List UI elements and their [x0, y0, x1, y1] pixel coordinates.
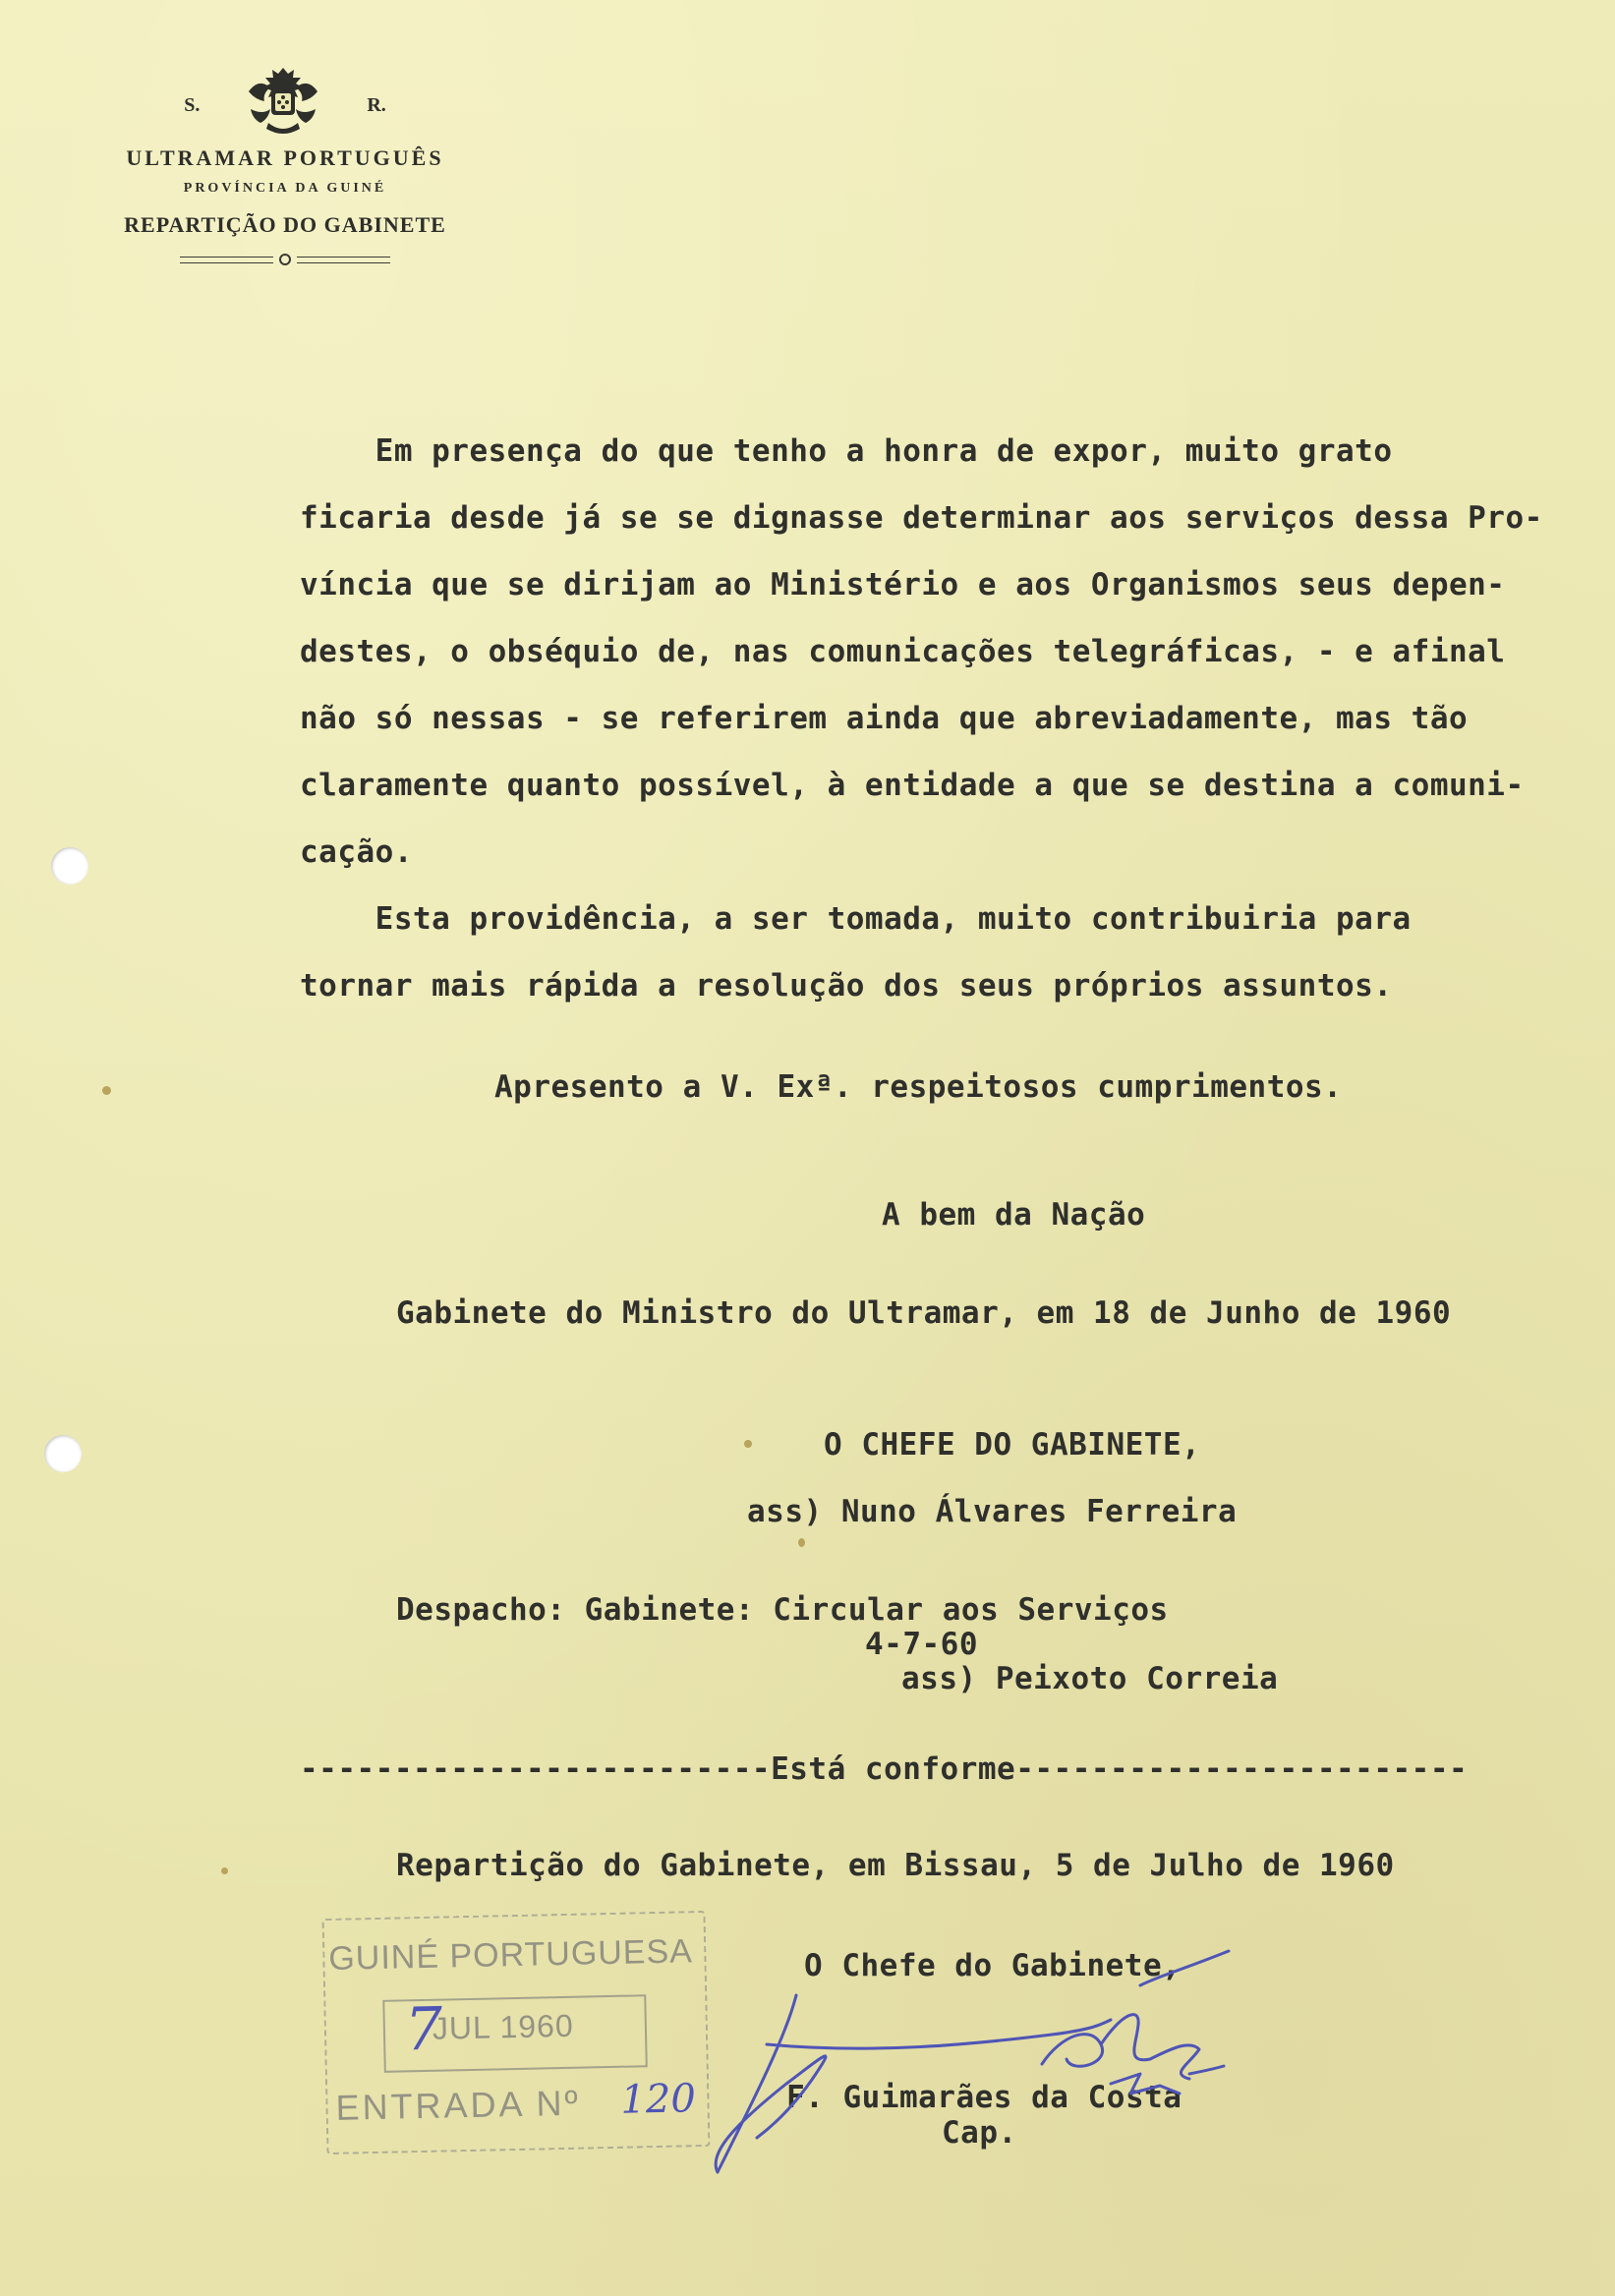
place-date: Gabinete do Ministro do Ultramar, em 18 de Junho de 1960 [396, 1295, 1452, 1331]
reception-stamp [322, 1911, 711, 2154]
reparticao-date: Repartição do Gabinete, em Bissau, 5 de Julho de 1960 [396, 1848, 1395, 1883]
punch-hole-upper [51, 847, 88, 885]
chief-signed: ass) Nuno Álvares Ferreira [747, 1494, 1238, 1529]
body-paragraph1-line3: víncia que se dirijam ao Ministério e aos Organismos seus depen- [300, 567, 1506, 603]
closing-rank: Cap. [942, 2115, 1017, 2151]
letterhead [93, 61, 477, 267]
letterhead-top [93, 61, 477, 140]
body-paragraph1-line1: Em presença do que tenho a honra de expor, muito grato [300, 433, 1393, 469]
handwritten-signature [678, 1926, 1268, 2182]
paper-speck [102, 1086, 111, 1095]
closing-name: F. Guimarães da Costa [786, 2080, 1182, 2115]
signature-stroke [1042, 2035, 1103, 2067]
body-paragraph1-line7: cação. [300, 834, 413, 870]
letterhead-provincia: PROVÍNCIA DA GUINÉ [183, 181, 387, 196]
paper-speck [744, 1440, 752, 1448]
motto: A bem da Nação [882, 1197, 1146, 1233]
body-paragraph1-line4: destes, o obséquio de, nas comunicações telegráficas, - e afinal [300, 634, 1506, 669]
conforme-line: -------------------------Está conforme------------------------ [300, 1751, 1469, 1787]
closing-title: O Chefe do Gabinete, [804, 1948, 1182, 1983]
chief-title: O CHEFE DO GABINETE, [824, 1427, 1201, 1463]
handwritten-entry-number: 120 [619, 2076, 697, 2123]
handwritten-day: 7 [404, 1994, 443, 2065]
signature-stroke [1111, 2074, 1180, 2094]
letterhead-reparticao: REPARTIÇÃO DO GABINETE [124, 212, 446, 237]
body-paragraph2-line1: Esta providência, a ser tomada, muito contribuiria para [300, 901, 1412, 937]
despacho-date: 4-7-60 [865, 1627, 978, 1662]
stamp-entrada: ENTRADA Nº [335, 2082, 582, 2128]
signature-stroke [716, 2056, 826, 2172]
despacho-signed: ass) Peixoto Correia [901, 1661, 1279, 1696]
body-paragraph1-line5: não só nessas - se referirem ainda que abreviadamente, mas tão [300, 701, 1469, 736]
letterhead-initial-left: S. [184, 93, 201, 116]
paper-speck [798, 1538, 805, 1547]
body-paragraph1-line2: ficaria desde já se se dignasse determinar aos serviços dessa Pro- [300, 500, 1543, 536]
letterhead-ultramar: ULTRAMAR PORTUGUÊS [126, 145, 444, 170]
letterhead-divider [177, 252, 393, 267]
signature-stroke [1189, 2066, 1224, 2074]
divider-rule-left [180, 257, 273, 263]
body-paragraph1-line6: claramente quanto possível, à entidade a que se destina a comuni- [300, 768, 1525, 803]
stamp-date: JUL 1960 [432, 2007, 575, 2046]
body-paragraph2-line2: tornar mais rápida a resolução dos seus próprios assuntos. [300, 968, 1393, 1004]
greeting: Apresento a V. Exª. respeitosos cumprimentos. [494, 1069, 1343, 1105]
coat-of-arms-icon [239, 62, 327, 139]
punch-hole-lower [44, 1435, 82, 1472]
divider-ornament-icon [279, 254, 291, 265]
stamp-top-text: GUINÉ PORTUGUESA [327, 1932, 694, 1978]
letterhead-initial-right: R. [367, 93, 386, 116]
signature-stroke [1140, 1951, 1229, 1985]
divider-rule-right [297, 257, 390, 263]
paper-speck [221, 1867, 228, 1874]
despacho: Despacho: Gabinete: Circular aos Serviços [396, 1592, 1169, 1628]
